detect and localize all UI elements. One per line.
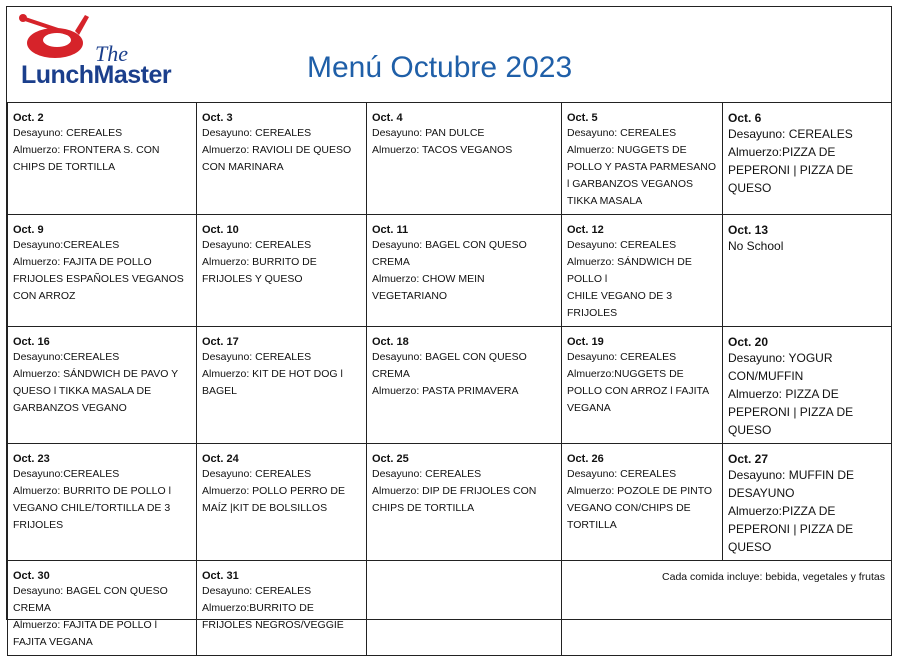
menu-line: Desayuno: CEREALES [202,239,312,251]
menu-line: Almuerzo:NUGGETS DE POLLO CON ARROZ l FAJITA VEGANA [567,368,709,414]
menu-line: Almuerzo: FAJITA DE POLLO FRIJOLES ESPAÑOLES VEGANOS CON ARROZ [13,256,184,302]
day-date: Oct. 19 [567,336,604,348]
day-cell [197,561,367,656]
day-cell [723,444,892,561]
menu-line: Desayuno:CEREALES [13,468,120,480]
day-cell [723,215,892,327]
menu-line: CHILE VEGANO DE 3 FRIJOLES [567,290,673,319]
day-cell [367,561,562,656]
day-cell [367,444,562,561]
day-date: Oct. 13 [728,223,769,237]
menu-line: Almuerzo: FRONTERA S. CON CHIPS DE TORTILLA [13,144,160,173]
day-cell [197,444,367,561]
page-title: Menú Octubre 2023 [307,51,573,84]
day-cell [723,327,892,444]
menu-line: Almuerzo: POLLO PERRO DE MAÍZ |KIT DE BOLSILLOS [202,485,345,514]
menu-line: Desayuno: CEREALES [567,468,677,480]
menu-line: Almuerzo: PIZZA DE PEPERONI | PIZZA DE QUESO [728,387,854,437]
day-date: Oct. 9 [13,224,44,236]
menu-line: Desayuno: CEREALES [567,351,677,363]
week-row [8,103,892,215]
menu-line: Desayuno: CEREALES [728,127,853,141]
menu-frame [6,6,892,648]
day-date: Oct. 27 [728,452,769,466]
day-cell [367,103,562,215]
menu-line: Almuerzo: CHOW MEIN VEGETARIANO [372,273,485,302]
day-cell [197,103,367,215]
day-date: Oct. 2 [13,112,44,124]
menu-line: Desayuno:CEREALES [13,351,120,363]
day-cell [8,444,197,561]
menu-line: Desayuno: BAGEL CON QUESO CREMA [372,351,527,380]
day-cell [8,103,197,215]
menu-line: No School [728,239,784,253]
spoon-logo-icon [15,13,105,63]
day-date: Oct. 4 [372,112,403,124]
day-cell [197,215,367,327]
menu-line: Desayuno: CEREALES [567,127,677,139]
lunchmaster-logo [13,13,203,95]
day-cell [562,444,723,561]
day-date: Oct. 10 [202,224,239,236]
day-cell [562,215,723,327]
week-row [8,215,892,327]
menu-line: Desayuno: MUFFIN DE DESAYUNO [728,468,855,500]
menu-line: Almuerzo: TACOS VEGANOS [372,144,513,156]
meal-includes-note: Cada comida incluye: bebida, vegetales y frutas [562,561,892,656]
week-row [8,561,892,656]
menu-line: Almuerzo: NUGGETS DE POLLO Y PASTA PARMESANO l GARBANZOS VEGANOS TIKKA MASALA [567,144,716,207]
day-date: Oct. 3 [202,112,233,124]
menu-line: Almuerzo: SÁNDWICH DE PAVO Y QUESO l TIKKA MASALA DE GARBANZOS VEGANO [13,368,178,414]
day-date: Oct. 18 [372,336,409,348]
menu-line: Desayuno: BAGEL CON QUESO CREMA [13,585,168,614]
week-row [8,444,892,561]
day-date: Oct. 11 [372,224,409,236]
day-cell [8,327,197,444]
day-date: Oct. 23 [13,453,50,465]
day-cell [367,215,562,327]
day-cell [562,103,723,215]
menu-line: Almuerzo: BURRITO DE FRIJOLES Y QUESO [202,256,317,285]
menu-line: Desayuno:CEREALES [13,239,120,251]
menu-line: Almuerzo: KIT DE HOT DOG l BAGEL [202,368,343,397]
menu-line: Almuerzo:PIZZA DE PEPERONI | PIZZA DE QUESO [728,145,854,195]
logo-name-text: LunchMaster [21,61,172,89]
menu-line: Almuerzo: BURRITO DE POLLO l VEGANO CHILE/TORTILLA DE 3 FRIJOLES [13,485,171,531]
menu-line: Desayuno: CEREALES [202,468,312,480]
menu-line: Almuerzo: RAVIOLI DE QUESO CON MARINARA [202,144,352,173]
logo-the-text: The [95,41,128,66]
day-cell [562,327,723,444]
menu-line: Almuerzo: SÁNDWICH DE POLLO l [567,256,692,285]
menu-line: Almuerzo: POZOLE DE PINTO VEGANO CON/CHIPS DE TORTILLA [567,485,713,531]
day-date: Oct. 17 [202,336,239,348]
menu-line: Almuerzo: PASTA PRIMAVERA [372,385,519,397]
day-date: Oct. 12 [567,224,604,236]
menu-line: Desayuno: CEREALES [202,127,312,139]
day-date: Oct. 20 [728,335,769,349]
day-date: Oct. 16 [13,336,50,348]
day-date: Oct. 5 [567,112,598,124]
header [7,7,891,102]
menu-line: Desayuno: CEREALES [202,351,312,363]
week-row [8,327,892,444]
menu-line: Almuerzo:PIZZA DE PEPERONI | PIZZA DE QUESO [728,504,854,554]
day-cell [8,215,197,327]
day-cell [723,103,892,215]
menu-line: Desayuno: CEREALES [372,468,482,480]
day-date: Oct. 31 [202,570,239,582]
menu-line: Almuerzo: DIP DE FRIJOLES CON CHIPS DE TORTILLA [372,485,537,514]
menu-line: Desayuno: CEREALES [13,127,123,139]
day-cell [367,327,562,444]
menu-line: Desayuno: CEREALES [567,239,677,251]
day-date: Oct. 24 [202,453,239,465]
day-cell [8,561,197,656]
menu-line: Desayuno: PAN DULCE [372,127,485,139]
day-date: Oct. 6 [728,111,762,125]
menu-line: Desayuno: BAGEL CON QUESO CREMA [372,239,527,268]
day-date: Oct. 25 [372,453,409,465]
day-cell [197,327,367,444]
menu-line: Desayuno: CEREALES [202,585,312,597]
day-date: Oct. 26 [567,453,604,465]
menu-line: Desayuno: YOGUR CON/MUFFIN [728,351,833,383]
menu-line: Almuerzo: FAJITA DE POLLO l FAJITA VEGANA [13,619,157,648]
day-date: Oct. 30 [13,570,50,582]
menu-line: Almuerzo:BURRITO DE FRIJOLES NEGROS/VEGGIE [202,602,344,631]
menu-calendar-table [7,102,892,656]
